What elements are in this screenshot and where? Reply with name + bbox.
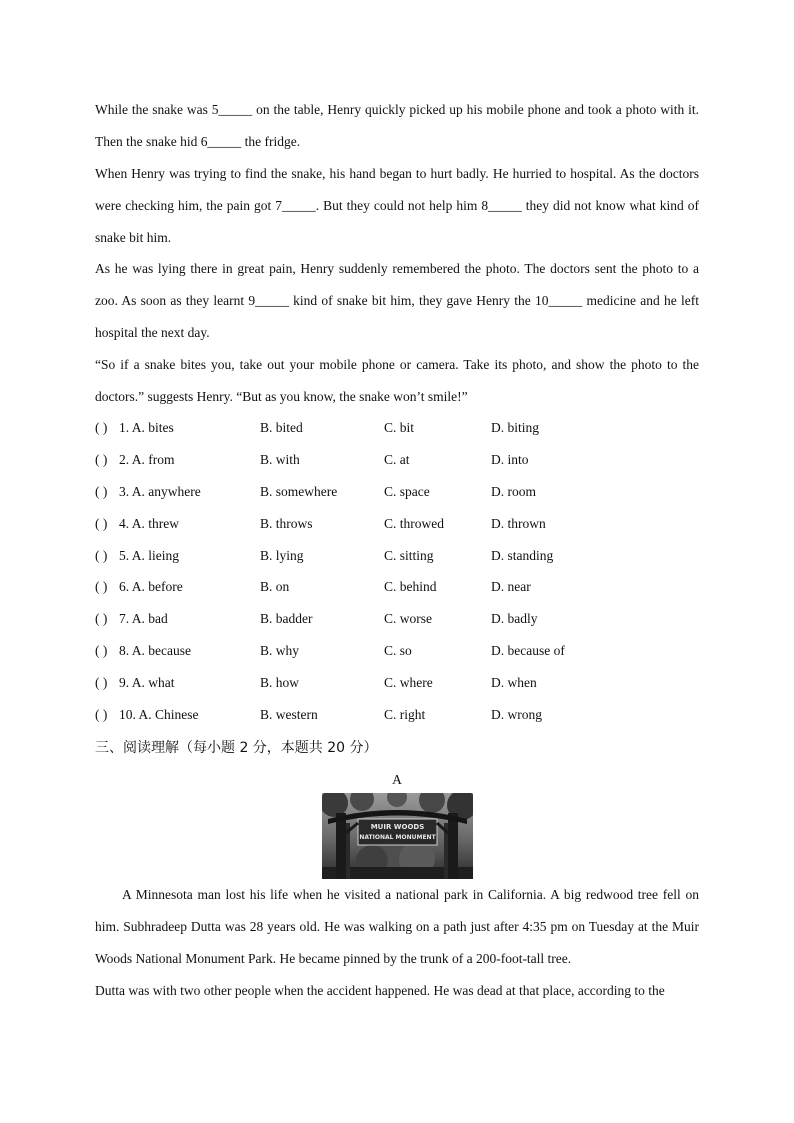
answer-blank[interactable]: ( ) [95, 548, 108, 563]
option-b: B. lying [260, 548, 304, 563]
option-a: 8. A. because [119, 643, 191, 658]
answer-blank[interactable]: ( ) [95, 611, 108, 626]
reading-paragraph-1: A Minnesota man lost his life when he visited a national park in California. A big redwood tree fell on him. Subhradeep Dutta was 28 years old. He was walking on a path just after 4:35 pm on Tuesday at the Muir Woods National Monument Park. He became pinned by the trunk of a 200-foot-tall tree. [95, 887, 699, 966]
cloze-paragraph-1: While the snake was 5_____ on the table, Henry quickly picked up his mobile phone and took a photo with it. Then the snake hid 6_____ the fridge. [95, 102, 699, 149]
option-b: B. throws [260, 516, 313, 531]
option-c: C. space [384, 484, 430, 499]
option-b: B. how [260, 675, 300, 690]
cloze-paragraph-2: When Henry was trying to find the snake, his hand began to hurt badly. He hurried to hospital. As the doctors were checking him, the pain got 7_____. But they could not help him 8_____ they did not know what kind of snake bit him. [95, 166, 699, 245]
section-title: 三、阅读理解（每小题 2 分，本题共 20 分） [95, 740, 378, 756]
option-c: C. so [384, 643, 412, 658]
option-a: 4. A. threw [119, 516, 179, 531]
option-d: D. because of [491, 643, 565, 658]
option-b: B. with [260, 452, 300, 467]
option-c: C. where [384, 675, 433, 690]
option-a: 3. A. anywhere [119, 484, 201, 499]
answer-blank[interactable]: ( ) [95, 579, 108, 594]
option-d: D. biting [491, 420, 540, 435]
option-b: B. western [260, 707, 318, 722]
option-a: 10. A. Chinese [119, 707, 199, 722]
answer-blank[interactable]: ( ) [95, 452, 108, 467]
option-d: D. when [491, 675, 537, 690]
option-a: 9. A. what [119, 675, 175, 690]
option-d: D. near [491, 579, 531, 594]
answer-blank[interactable]: ( ) [95, 516, 108, 531]
option-d: D. room [491, 484, 536, 499]
option-b: B. badder [260, 611, 313, 626]
option-a: 7. A. bad [119, 611, 168, 626]
sign-text-line1: MUIR WOODS [370, 823, 425, 831]
option-c: C. at [384, 452, 410, 467]
option-a: 6. A. before [119, 579, 183, 594]
sign-text-line2: NATIONAL MONUMENT [359, 834, 436, 841]
option-d: D. badly [491, 611, 538, 626]
option-c: C. bit [384, 420, 415, 435]
option-d: D. standing [491, 548, 554, 563]
reading-paragraph-2: Dutta was with two other people when the accident happened. He was dead at that place, according to the [95, 983, 665, 998]
option-d: D. wrong [491, 707, 542, 722]
option-b: B. somewhere [260, 484, 338, 499]
option-c: C. throwed [384, 516, 444, 531]
answer-blank[interactable]: ( ) [95, 420, 108, 435]
option-c: C. right [384, 707, 426, 722]
answer-blank[interactable]: ( ) [95, 643, 108, 658]
option-b: B. why [260, 643, 300, 658]
option-b: B. bited [260, 420, 303, 435]
option-d: D. thrown [491, 516, 546, 531]
cloze-paragraph-4: “So if a snake bites you, take out your mobile phone or camera. Take its photo, and show the photo to the doctors.” suggests Henry. “But as you know, the snake won’t smile!” [95, 357, 699, 404]
answer-blank[interactable]: ( ) [95, 484, 108, 499]
option-a: 1. A. bites [119, 420, 174, 435]
answer-blank[interactable]: ( ) [95, 707, 108, 722]
passage-label: A [392, 772, 402, 787]
option-c: C. worse [384, 611, 432, 626]
option-c: C. sitting [384, 548, 434, 563]
option-a: 2. A. from [119, 452, 175, 467]
option-d: D. into [491, 452, 529, 467]
answer-blank[interactable]: ( ) [95, 675, 108, 690]
option-a: 5. A. lieing [119, 548, 179, 563]
option-b: B. on [260, 579, 290, 594]
cloze-paragraph-3: As he was lying there in great pain, Henry suddenly remembered the photo. The doctors sent the photo to a zoo. As soon as they learnt 9_____ kind of snake bit him, they gave Henry the 10_____ medicine and he left hospital the next day. [95, 261, 699, 340]
muir-woods-photo [322, 793, 473, 879]
option-c: C. behind [384, 579, 437, 594]
